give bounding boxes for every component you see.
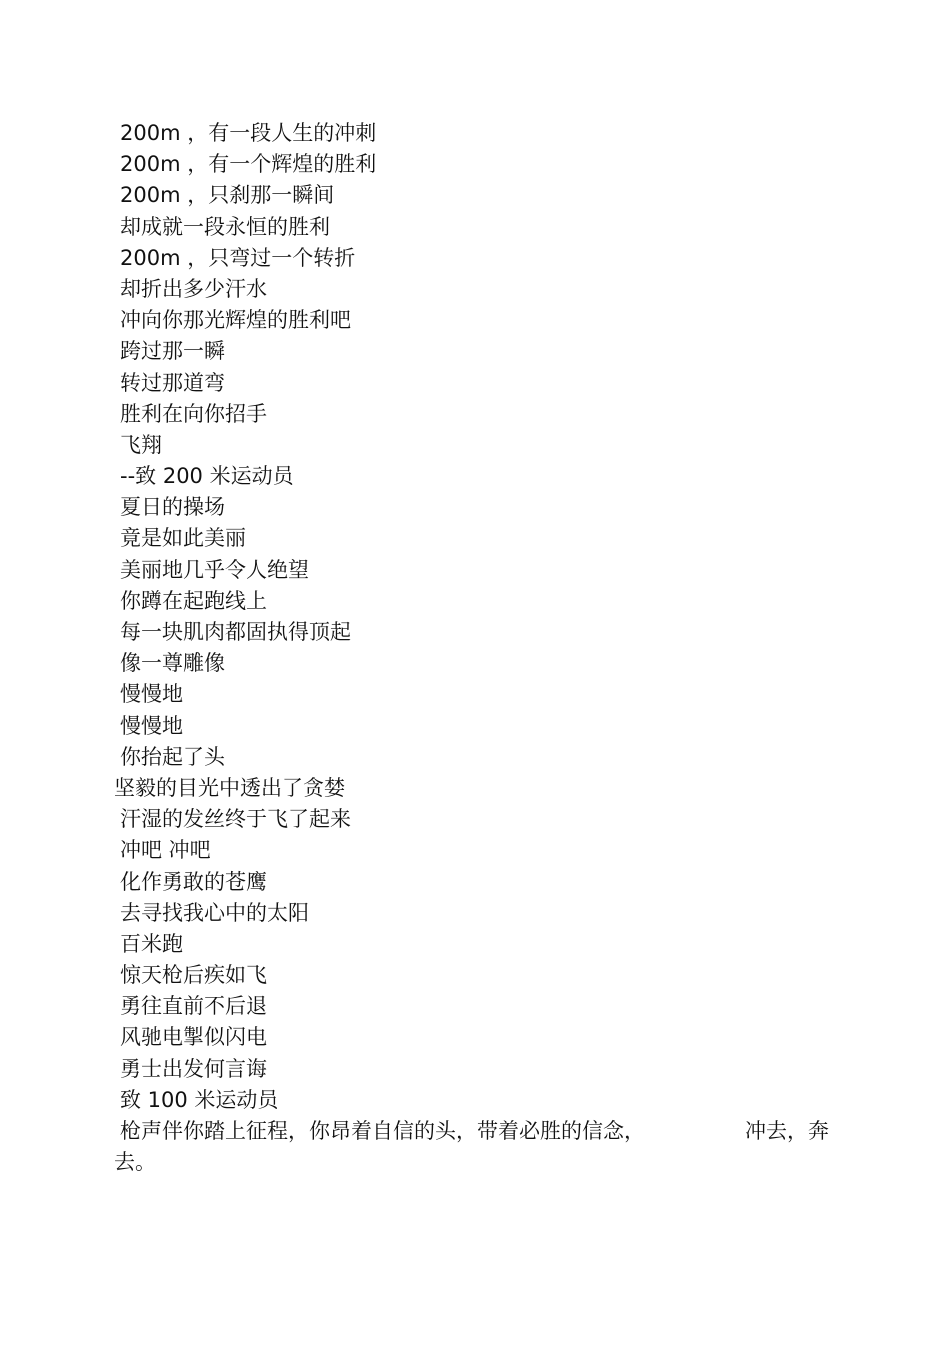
final-paragraph-text-end: 冲去，奔 bbox=[745, 1119, 829, 1143]
text-line: 汗湿的发丝终于飞了起来 bbox=[120, 807, 351, 832]
poem-text bbox=[114, 118, 835, 1116]
text-line: 致 100 米运动员 bbox=[120, 1087, 279, 1112]
text-line: --致 200 米运动员 bbox=[120, 464, 294, 489]
text-line: 美丽地几乎令人绝望 bbox=[120, 557, 309, 582]
text-line: 夏日的操场 bbox=[120, 495, 225, 520]
text-line: 转过那道弯 bbox=[120, 370, 225, 395]
text-line: 竟是如此美丽 bbox=[120, 526, 246, 551]
text-line: 去寻找我心中的太阳 bbox=[120, 900, 309, 925]
text-line: 化作勇敢的苍鹰 bbox=[120, 869, 267, 894]
text-line: 200m ，有一个辉煌的胜利 bbox=[120, 152, 377, 177]
text-line: 却成就一段永恒的胜利 bbox=[120, 214, 330, 239]
text-line: 200m ，只刹那一瞬间 bbox=[120, 183, 335, 208]
text-line: 胜利在向你招手 bbox=[120, 401, 267, 426]
text-line: 慢慢地 bbox=[120, 682, 183, 707]
final-paragraph-line-1 bbox=[114, 1116, 829, 1147]
final-paragraph-line-2: 去。 bbox=[114, 1150, 156, 1174]
text-line: 像一尊雕像 bbox=[120, 651, 225, 676]
text-line: 慢慢地 bbox=[120, 713, 183, 738]
text-line: 你蹲在起跑线上 bbox=[120, 588, 267, 613]
text-line: 惊天枪后疾如飞 bbox=[120, 963, 267, 988]
text-line: 你抬起了头 bbox=[120, 744, 225, 769]
text-line: 200m ，只弯过一个转折 bbox=[120, 245, 356, 270]
text-line: 坚毅的目光中透出了贪婪 bbox=[114, 775, 345, 800]
text-line: 风驰电掣似闪电 bbox=[120, 1025, 267, 1050]
text-line: 冲吧 冲吧 bbox=[120, 838, 211, 863]
text-line: 跨过那一瞬 bbox=[120, 339, 225, 364]
final-paragraph bbox=[114, 1116, 829, 1178]
text-line: 每一块肌肉都固执得顶起 bbox=[120, 620, 351, 644]
final-paragraph-text-start: 枪声伴你踏上征程，你昂着自信的头，带着必胜的信念， bbox=[120, 1119, 645, 1143]
text-line: 勇士出发何言诲 bbox=[120, 1056, 267, 1081]
text-line: 飞翔 bbox=[120, 432, 162, 457]
text-line: 200m ，有一段人生的冲刺 bbox=[120, 121, 377, 145]
text-line: 冲向你那光辉煌的胜利吧 bbox=[120, 308, 351, 333]
text-line: 百米跑 bbox=[120, 931, 183, 956]
text-line: 却折出多少汗水 bbox=[120, 276, 267, 301]
text-line: 勇往直前不后退 bbox=[120, 994, 267, 1019]
